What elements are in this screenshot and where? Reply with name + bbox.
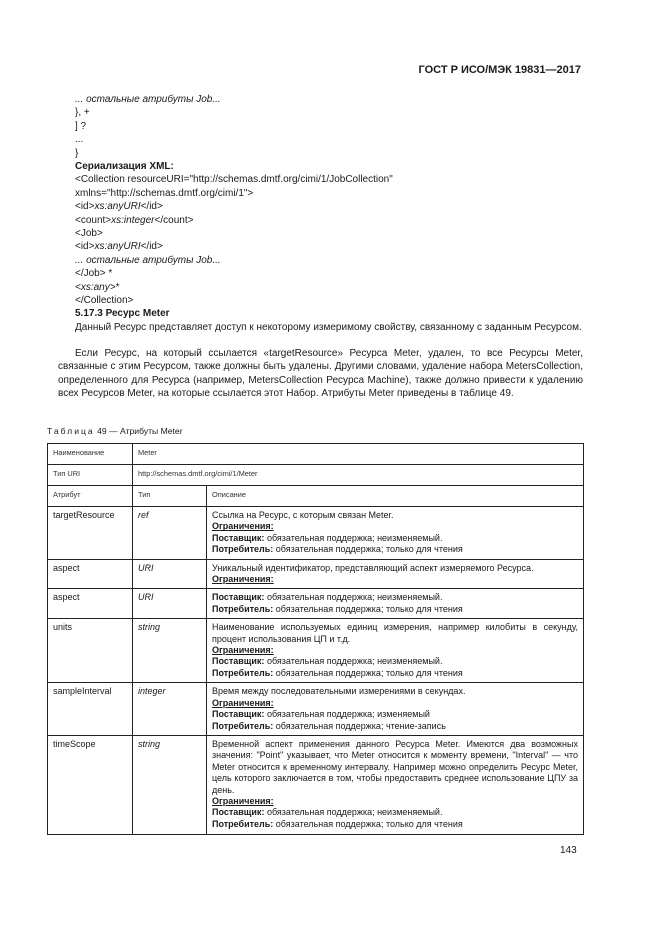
section-heading: 5.17.3 Ресурс Meter	[75, 308, 170, 319]
code-line: }, +	[75, 107, 90, 119]
code-line: <id>xs:anyURI</id>	[75, 201, 163, 213]
table-row: units string Наименование используемых единиц измерения, например килобиты в секунду, процент использования ЦП и т.д. Ограничения: Поставщик: обязательная поддержка; неизменяемый. Потребитель: обязательная поддержка; только для чтения	[48, 619, 584, 683]
table-row: Наименование Meter	[48, 444, 584, 465]
code-line: ] ?	[75, 120, 87, 132]
code-line: ... остальные атрибуты Job...	[75, 94, 221, 105]
code-line: <Job>	[75, 228, 103, 240]
code-line: </Collection>	[75, 295, 134, 307]
table-row: sampleInterval integer Время между последовательными измерениями в секундах. Ограничения: Поставщик: обязательная поддержка; изменяемый Потребитель: обязательная поддержка; чтение-запись	[48, 683, 584, 736]
attributes-table	[47, 443, 584, 835]
paragraph-2: Если Ресурс, на который ссылается «targetResource» Ресурса Meter, удален, то все Ресурсы Meter, связанные с этим Ресурсом, также должны быть удалены. Другими словами, удаление набора MetersCollection, определенного для Ресурса (например, MetersCollection Ресурса Machine), также должно привести к удалению всех Ресурсов Meter, на которые ссылается этот Набор. Атрибуты Meter приведены в таблице 49.	[58, 348, 583, 400]
table-row: Тип URI http://schemas.dmtf.org/cimi/1/Meter	[48, 465, 584, 486]
code-line: ... остальные атрибуты Job...	[75, 254, 221, 266]
code-line: <count>xs:integer</count>	[75, 214, 194, 226]
code-line: </Job> *	[75, 268, 113, 280]
table-row: aspect URI Уникальный идентификатор, представляющий аспект измеряемого Ресурса. Ограничения:	[48, 559, 584, 589]
table-row: timeScope string Временной аспект применения данного Ресурса Meter. Имеются два возможных значения: "Point" указывает, что Meter относится к моменту времени, "Interval" — что Meter относится к временному интервалу. Например можно определить Ресурс Meter, цель которого заключается в том, чтобы предоставить среднее использование ЦПУ за день. Ограничения: Поставщик: обязательная поддержка; неизменяемый. Потребитель: обязательная поддержка; только для чтения	[48, 735, 584, 834]
table-caption: Таблица 49 — Атрибуты Meter	[47, 426, 183, 436]
document-header: ГОСТ Р ИСО/МЭК 19831—2017	[418, 64, 581, 76]
table-row: aspect URI Поставщик: обязательная поддержка; неизменяемый. Потребитель: обязательная поддержка; только для чтения	[48, 589, 584, 619]
code-line: }	[75, 147, 79, 159]
table-header-row: Атрибут Тип Описание	[48, 486, 584, 507]
code-line: <id>xs:anyURI</id>	[75, 241, 163, 253]
code-block	[75, 93, 595, 308]
code-line: <Collection resourceURI="http://schemas.dmtf.org/cimi/1/JobCollection"	[75, 174, 393, 186]
table-row: targetResource ref Ссылка на Ресурс, с которым связан Meter. Ограничения: Поставщик: обязательная поддержка; неизменяемый. Потребитель: обязательная поддержка; только для чтения	[48, 507, 584, 560]
code-line: xmlns="http://schemas.dmtf.org/cimi/1">	[75, 187, 254, 199]
xml-serialization-heading: Сериализация XML:	[75, 161, 174, 173]
code-line: ...	[75, 134, 84, 146]
page-number: 143	[560, 845, 577, 856]
paragraph-1: Данный Ресурс представляет доступ к некоторому измеримому свойству, связанному с заданным Ресурсом.	[75, 322, 582, 333]
code-line: <xs:any>*	[75, 281, 120, 293]
